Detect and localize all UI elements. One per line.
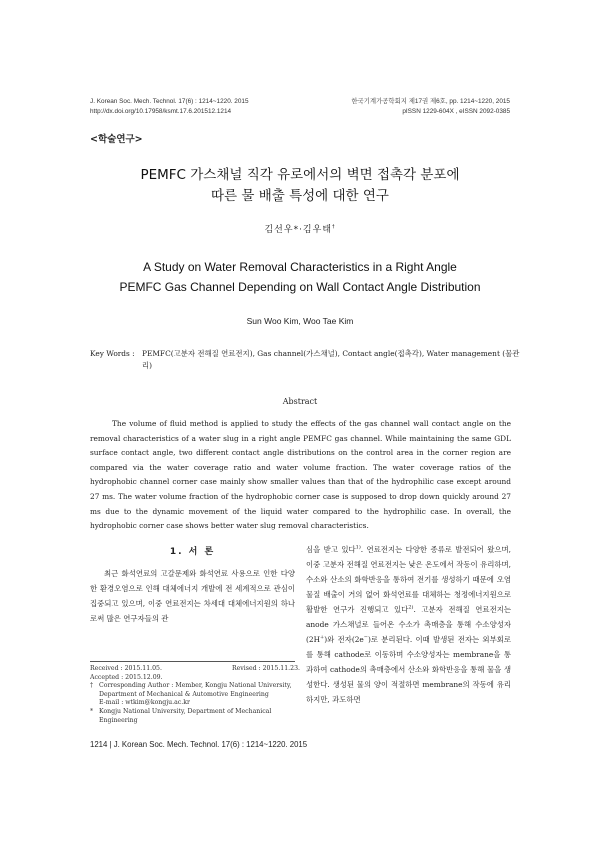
intro-text-part: . 고분자 전해질 연료전지는 anode 가스채널로 들어온 수소가 촉매층을 통해 수소양성자(2H — [306, 605, 511, 644]
accepted-date: Accepted : 2015.12.09. — [90, 673, 163, 681]
abstract-body: The volume of fluid method is applied to study the effects of the gas channel wall contact angle on the removal characteristics of a water slug in a right angle PEMFC gas channel. While maintaining the same GDL surface contact angle, two different contact angle distributions on the control area in the corner region are compared via the water coverage ratio and water volume fraction. The water coverage ratios of the hydrophobic channel corner case mainly show smaller values than that of the hydrophilic case except around 27 ms. The water volume fraction of the hydrophobic corner case is supposed to drop down quickly around 27 ms due to the dynamic movement of the liquid water compared to the hydrophilic case. In overall, the hydrophobic corner case shows better water slug removal characteristics. — [90, 419, 511, 531]
journal-citation: J. Korean Soc. Mech. Technol. 17(6) : 1214~1220. 2015 — [90, 98, 249, 105]
introduction-right-text — [306, 542, 511, 707]
running-header-right — [351, 97, 510, 116]
received-date: Received : 2015.11.05. — [90, 665, 162, 672]
electron-charge: − — [363, 634, 368, 641]
intro-text-part: 심을 받고 있다 — [306, 545, 356, 554]
introduction-left-column: 최근 화석연료의 고갈문제와 화석연료 사용으로 인한 다양한 환경오염으로 인해 대체에너지 개발에 전 세계적으로 관심이 집중되고 있으며, 이중 연료전지는 차세대 대체에너지원의 하나로써 많은 연구자들의 관 — [90, 569, 295, 623]
title-korean-line2: 따른 물 배출 특성에 대한 연구 — [211, 188, 389, 204]
doi-link[interactable]: http://dx.doi.org/10.17958/ksmt.17.6.201512.1214 — [90, 107, 232, 115]
title-english-line1: A Study on Water Removal Characteristics in a Right Angle — [143, 260, 457, 274]
asterisk-mark: * — [90, 707, 94, 715]
footnotes — [90, 665, 300, 725]
affiliation-text: Kongju National University, Department of Mechanical Engineering — [99, 707, 272, 724]
reference-1[interactable]: 1) — [355, 544, 361, 551]
intro-text-part: )로 분리된다. 이때 발생된 전자는 외부회로를 통해 cathode로 이동하며 수소양성자는 membrane을 통과하여 cathode의 촉매층에서 산소와 화학반응을 통해 물을 생성한다. 생성된 물의 양이 적절하면 membrane의 작동에 유리하지만, 과도하면 — [306, 635, 511, 704]
running-header-left — [90, 97, 249, 116]
journal-citation-ko: 한국기계가공학회지 제17권 제6호, pp. 1214~1220, 2015 — [351, 98, 510, 105]
issn: pISSN 1229-604X , eISSN 2092-0385 — [402, 107, 510, 115]
introduction-heading: 1. 서 론 — [169, 547, 216, 557]
footnote-affiliation — [90, 708, 300, 725]
dagger-mark: † — [90, 682, 94, 690]
corresponding-mark: † — [332, 224, 336, 230]
page-footer: 1214 | J. Korean Soc. Mech. Technol. 17(6) : 1214~1220. 2015 — [90, 740, 308, 749]
footnote-dates — [90, 665, 300, 674]
reference-2[interactable]: 2) — [408, 604, 414, 611]
keywords-text: PEMFC(고분자 전해질 연료전지), Gas channel(가스채널), Contact angle(접촉각), Water management (물관리) — [142, 349, 520, 370]
footnote-corresponding — [90, 682, 300, 699]
authors-korean — [0, 222, 600, 235]
intro-text-part: . 연료전지는 다양한 종류로 발전되어 왔으며, 이중 고분자 전해질 연료전지는 낮은 온도에서 작동이 유리하며, 수소와 산소의 화학반응을 통하여 전기를 생성하기 때문에 오염물질 배출이 거의 없어 화석연료를 대체하는 청정에너지원으로 활발한 연구가 진행되고 있다 — [306, 545, 511, 614]
corresponding-text: Corresponding Author : Member, Kongju National University, Department of Mechanical & Automotive Engineering — [99, 682, 292, 698]
section-tag: <학술연구> — [90, 134, 143, 145]
keywords-label: Key Words : — [90, 349, 135, 358]
email-address[interactable]: E-mail : wtkim@kongju.ac.kr — [99, 699, 190, 707]
title-korean — [0, 165, 600, 207]
authors-english: Sun Woo Kim, Woo Tae Kim — [246, 316, 354, 326]
intro-text-part: )와 전자(2e — [324, 635, 364, 644]
proton-charge: + — [320, 634, 325, 641]
introduction-right-column — [306, 542, 511, 707]
authors-korean-names: 김선우*·김우태 — [264, 225, 333, 235]
keywords — [90, 348, 520, 371]
revised-date: Revised : 2015.11.23. — [231, 665, 300, 672]
footnote-divider — [90, 661, 295, 662]
title-english-line2: PEMFC Gas Channel Depending on Wall Contact Angle Distribution — [119, 280, 481, 294]
title-korean-line1: PEMFC 가스채널 직각 유로에서의 벽면 접촉각 분포에 — [140, 167, 460, 183]
abstract-heading: Abstract — [282, 397, 318, 406]
title-english — [0, 257, 600, 297]
